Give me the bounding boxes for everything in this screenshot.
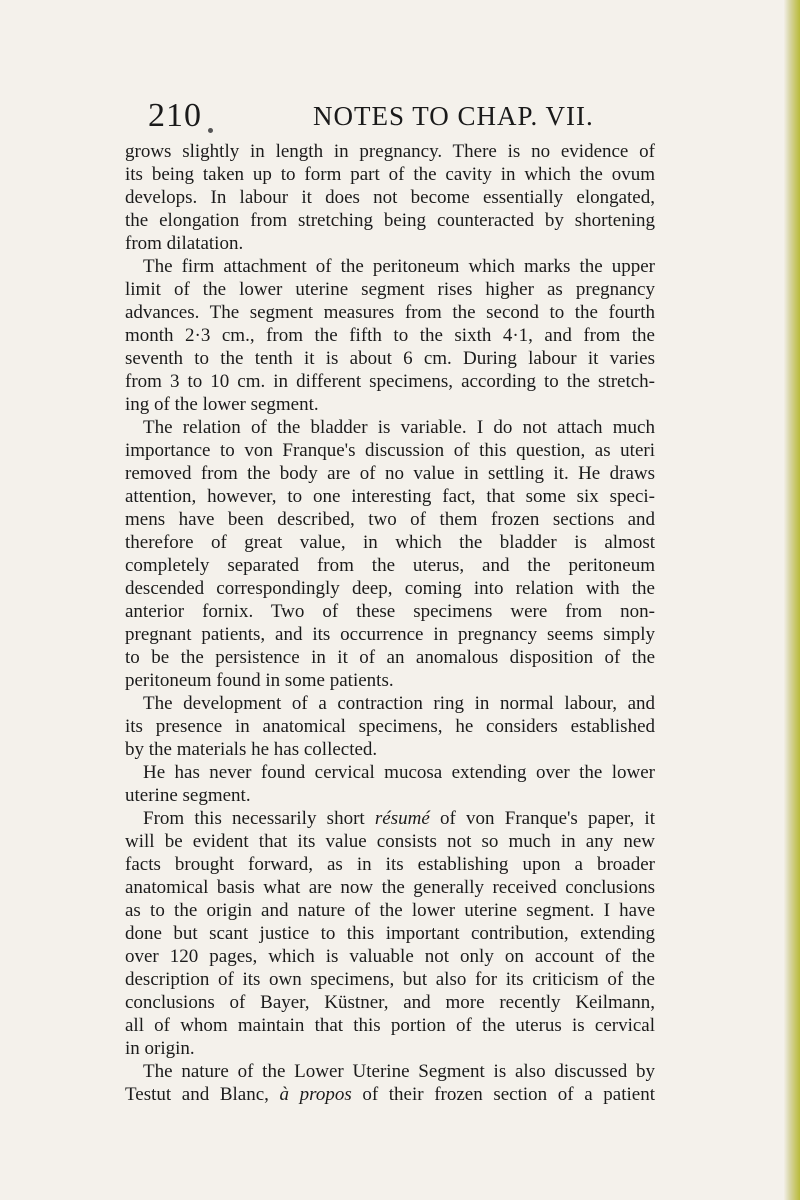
text-line: the elongation from stretching being counteracted by shortening [125, 210, 655, 231]
text-run: Testut and Blanc, [125, 1084, 280, 1105]
running-head: NOTES TO CHAP. VII. [313, 101, 594, 131]
text-run: of their frozen section of a patient [351, 1084, 655, 1105]
text-line: facts brought forward, as in its establishing upon a broader [125, 854, 655, 875]
text-line: The nature of the Lower Uterine Segment is also discussed by [143, 1061, 655, 1082]
text-line: from dilatation. [125, 233, 244, 254]
page-number: 210 [148, 97, 202, 134]
text-line: therefore of great value, in which the bladder is almost [125, 532, 655, 553]
text-line: done but scant justice to this important contribution, extending [125, 923, 655, 944]
text-line: descended correspondingly deep, coming into relation with the [125, 578, 655, 599]
text-line [125, 1083, 655, 1106]
text-line: its being taken up to form part of the cavity in which the ovum [125, 164, 655, 185]
text-run: From this necessarily short [143, 808, 375, 829]
text-line: The relation of the bladder is variable. I do not attach much [143, 417, 655, 438]
text-line: The firm attachment of the peritoneum which marks the upper [143, 256, 655, 277]
text-line: anterior fornix. Two of these specimens were from non- [125, 601, 655, 622]
text-line: to be the persistence in it of an anomalous disposition of the [125, 647, 655, 668]
page-edge [784, 0, 800, 1200]
text-line: peritoneum found in some patients. [125, 670, 394, 691]
text-line: ing of the lower segment. [125, 394, 319, 415]
text-line: grows slightly in length in pregnancy. There is no evidence of [125, 141, 655, 162]
text-line: anatomical basis what are now the generally received conclusions [125, 877, 655, 898]
text-line: conclusions of Bayer, Küstner, and more recently Keilmann, [125, 992, 655, 1013]
text-line [125, 807, 655, 830]
text-line: all of whom maintain that this portion of the uterus is cervical [125, 1015, 655, 1036]
text-line: uterine segment. [125, 785, 251, 806]
page-header [0, 97, 800, 137]
text-line: by the materials he has collected. [125, 739, 378, 760]
text-line: limit of the lower uterine segment rises higher as pregnancy [125, 279, 655, 300]
text-line: The development of a contraction ring in normal labour, and [143, 693, 655, 714]
text-line: description of its own specimens, but also for its criticism of the [125, 969, 655, 990]
text-line: importance to von Franque's discussion of this question, as uteri [125, 440, 655, 461]
body-text [125, 140, 655, 1106]
text-line: month 2·3 cm., from the fifth to the sixth 4·1, and from the [125, 325, 655, 346]
text-line: seventh to the tenth it is about 6 cm. During labour it varies [125, 348, 655, 369]
text-line: attention, however, to one interesting fact, that some six speci- [125, 486, 655, 507]
text-line: over 120 pages, which is valuable not only on account of the [125, 946, 655, 967]
text-line: its presence in anatomical specimens, he considers established [125, 716, 655, 737]
text-line: develops. In labour it does not become essentially elongated, [125, 187, 655, 208]
italic-term: à propos [279, 1084, 352, 1105]
text-line: mens have been described, two of them frozen sections and [125, 509, 655, 530]
text-line: advances. The segment measures from the second to the fourth [125, 302, 655, 323]
text-line: in origin. [125, 1038, 195, 1059]
text-line: pregnant patients, and its occurrence in pregnancy seems simply [125, 624, 655, 645]
text-run: of von Franque's paper, it [429, 808, 655, 829]
text-line: completely separated from the uterus, and the peritoneum [125, 555, 655, 576]
text-line: from 3 to 10 cm. in different specimens, according to the stretch- [125, 371, 655, 392]
text-line: removed from the body are of no value in settling it. He draws [125, 463, 655, 484]
text-line: will be evident that its value consists not so much in any new [125, 831, 655, 852]
ink-speck [208, 128, 213, 133]
text-line: as to the origin and nature of the lower uterine segment. I have [125, 900, 655, 921]
text-line: He has never found cervical mucosa extending over the lower [143, 762, 655, 783]
italic-term: résumé [374, 808, 430, 829]
